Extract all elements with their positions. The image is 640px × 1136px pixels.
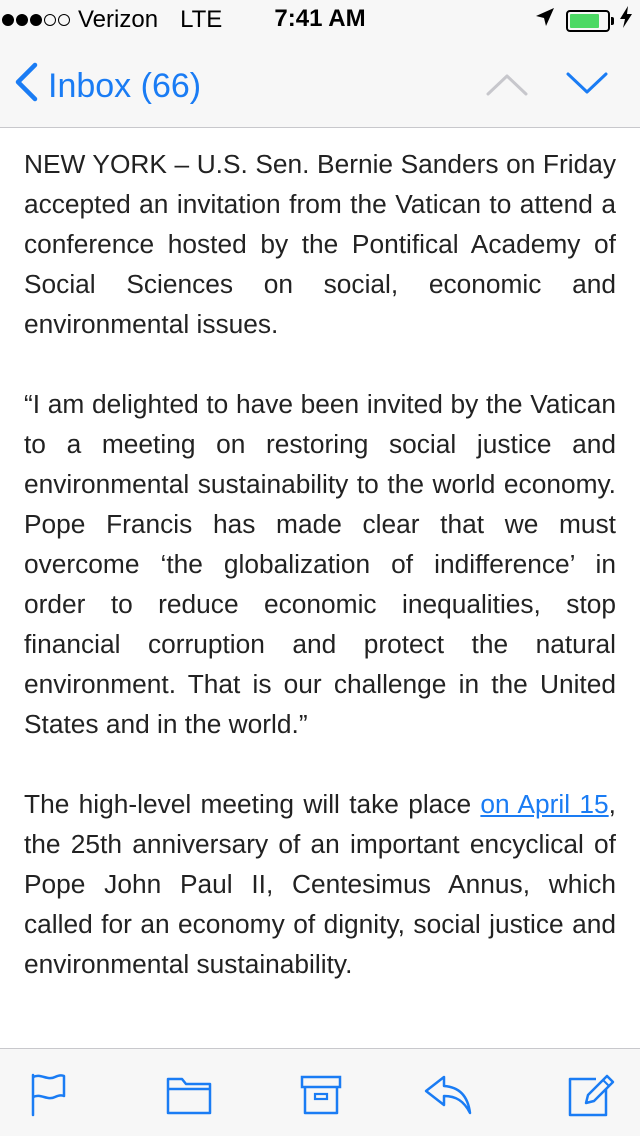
message-paragraph: “I am delighted to have been invited by the Vatican to a meeting on restoring social justice and environmental sustainability to the world economy. Pope Francis has made clear that we must overcome ‘the globalization of indifference’ in order to reduce economic inequalities, stop financial corruption and protect the natural environment. That is our challenge in the United States and in the world.” xyxy=(24,389,616,739)
move-to-folder-button[interactable] xyxy=(164,1071,214,1119)
date-link[interactable]: on April 15 xyxy=(480,789,609,819)
folder-icon xyxy=(164,1106,214,1123)
chevron-left-icon xyxy=(14,62,48,111)
back-button-label: Inbox (66) xyxy=(48,67,202,105)
battery-icon xyxy=(566,10,610,32)
location-arrow-icon xyxy=(534,6,556,35)
reply-button[interactable] xyxy=(424,1071,474,1119)
message-paragraph: NEW YORK – U.S. Sen. Bernie Sanders on Friday accepted an invitation from the Vatican to attend a conference hosted by the Pontifical Academy of Social Sciences on social, economic and environmental issues. xyxy=(24,149,616,339)
message-paragraph xyxy=(24,784,616,984)
bottom-toolbar xyxy=(0,1048,640,1136)
reply-icon xyxy=(424,1106,474,1123)
network-type: LTE xyxy=(180,6,223,33)
status-bar xyxy=(0,0,640,40)
next-message-button[interactable] xyxy=(562,64,612,104)
status-time: 7:41 AM xyxy=(274,5,366,32)
chevron-down-icon xyxy=(562,91,612,108)
carrier-name: Verizon xyxy=(78,6,159,33)
message-body xyxy=(24,144,616,1024)
archive-button[interactable] xyxy=(298,1071,348,1119)
flag-icon xyxy=(24,1106,74,1123)
navigation-bar xyxy=(0,40,640,128)
status-right xyxy=(534,6,632,35)
compose-button[interactable] xyxy=(566,1071,616,1119)
paragraph-text: The high-level meeting will take place xyxy=(24,789,481,819)
archive-icon xyxy=(298,1106,348,1123)
flag-button[interactable] xyxy=(24,1071,74,1119)
paragraph-text: , the 25th anniversary of an important encyclical of Pope John Paul II, Centesimus Annus, which called for an economy of dignity, social justice and environmental sustainability. xyxy=(24,789,616,979)
battery-level-fill xyxy=(570,14,599,28)
previous-message-button[interactable] xyxy=(482,64,532,104)
chevron-up-icon xyxy=(482,91,532,108)
charging-bolt-icon xyxy=(620,6,632,35)
compose-icon xyxy=(566,1106,616,1123)
back-to-inbox-button[interactable] xyxy=(14,62,201,111)
